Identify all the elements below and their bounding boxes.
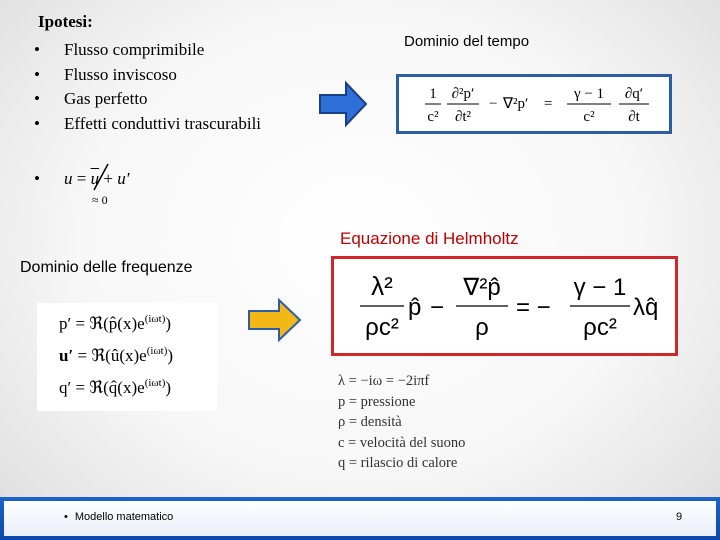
hypotheses-title: Ipotesi:: [38, 12, 93, 31]
footer-title: • Modello matematico: [64, 511, 173, 523]
definitions-list: [338, 371, 465, 474]
eq-term: ρ: [475, 314, 489, 341]
eq-term: γ − 1: [573, 86, 605, 102]
eq-term: ρc²: [583, 314, 617, 341]
equals-sign: =: [76, 169, 87, 188]
frequency-equation-row: [59, 377, 171, 398]
eq-term: ∂t²: [454, 109, 472, 125]
footer-panel: [4, 501, 716, 536]
eq-term: λ²: [371, 271, 393, 301]
bullet: •: [34, 169, 40, 188]
eq-term: = ℜ(p̂(x)e: [75, 314, 145, 333]
definition-item: p = pressione: [338, 393, 416, 410]
eq-term: = ℜ(q̂(x)e: [75, 378, 145, 397]
eq-term: p′: [59, 314, 72, 333]
eq-term: ρc²: [365, 314, 399, 341]
plus-sign: +: [103, 169, 113, 188]
hypothesis-item: • Flusso comprimibile: [34, 38, 261, 63]
helmholtz-equation: [334, 259, 675, 353]
frequency-equation-row: [59, 345, 173, 366]
eq-operator: =: [544, 96, 553, 112]
eq-term: γ − 1: [573, 274, 627, 301]
eq-term: q′: [59, 378, 72, 397]
eq-term: λq̂: [633, 294, 659, 321]
eq-term: c²: [583, 109, 595, 125]
time-domain-equation-box: [396, 74, 672, 134]
eq-term: ∂t: [628, 109, 640, 125]
eq-term: ∇²p′: [503, 96, 529, 112]
hypotheses-list: [34, 38, 261, 136]
frequency-equations-box: [37, 303, 217, 411]
frequency-domain-label: Dominio delle frequenze: [20, 259, 193, 276]
strike-through-mark: [84, 158, 124, 198]
eq-exponent: (iωt): [146, 345, 168, 357]
fluctuating-velocity: u′: [117, 169, 130, 188]
eq-term: ∂q′: [624, 86, 644, 102]
eq-exponent: (iωt): [144, 377, 166, 389]
hypothesis-item: • Flusso inviscoso: [34, 63, 261, 88]
helmholtz-equation-box: [331, 256, 678, 356]
definition-item: λ = −iω = −2iπf: [338, 373, 430, 389]
helmholtz-label: Equazione di Helmholtz: [340, 229, 519, 248]
arrow-right-icon: [318, 80, 368, 128]
mean-velocity: $\overline{u}$: [90, 169, 100, 188]
hypothesis-item: • Effetti conduttivi trascurabili: [34, 112, 261, 137]
eq-term: ∇²p̂: [463, 274, 501, 301]
definition-item: ρ = densità: [338, 414, 402, 430]
velocity-symbol: u: [64, 169, 73, 188]
eq-term: ): [167, 346, 174, 365]
mean-approx-note: ≈ 0: [92, 193, 108, 207]
eq-operator: −: [489, 96, 498, 112]
eq-term: u′: [59, 346, 74, 365]
footer-bar: [0, 497, 720, 540]
time-domain-equation: [399, 77, 669, 131]
eq-exponent: (iωt): [144, 313, 166, 325]
eq-term: ): [165, 378, 172, 397]
eq-term: = ℜ(û(x)e: [77, 346, 147, 365]
eq-operator: −: [430, 294, 445, 321]
definition-item: c = velocità del suono: [338, 434, 466, 451]
eq-term: p̂: [408, 294, 422, 321]
hypothesis-item: • Gas perfetto: [34, 87, 261, 112]
eq-term: c²: [427, 109, 439, 125]
time-domain-label: Dominio del tempo: [404, 33, 530, 50]
eq-term: ): [165, 314, 172, 333]
page-number: 9: [676, 511, 683, 523]
eq-term: ∂²p′: [451, 86, 475, 102]
definition-item: q = rilascio di calore: [338, 455, 458, 471]
frequency-equation-row: [59, 313, 171, 334]
eq-operator: = −: [516, 294, 551, 321]
arrow-right-icon: [247, 298, 302, 342]
eq-term: 1: [429, 86, 437, 102]
